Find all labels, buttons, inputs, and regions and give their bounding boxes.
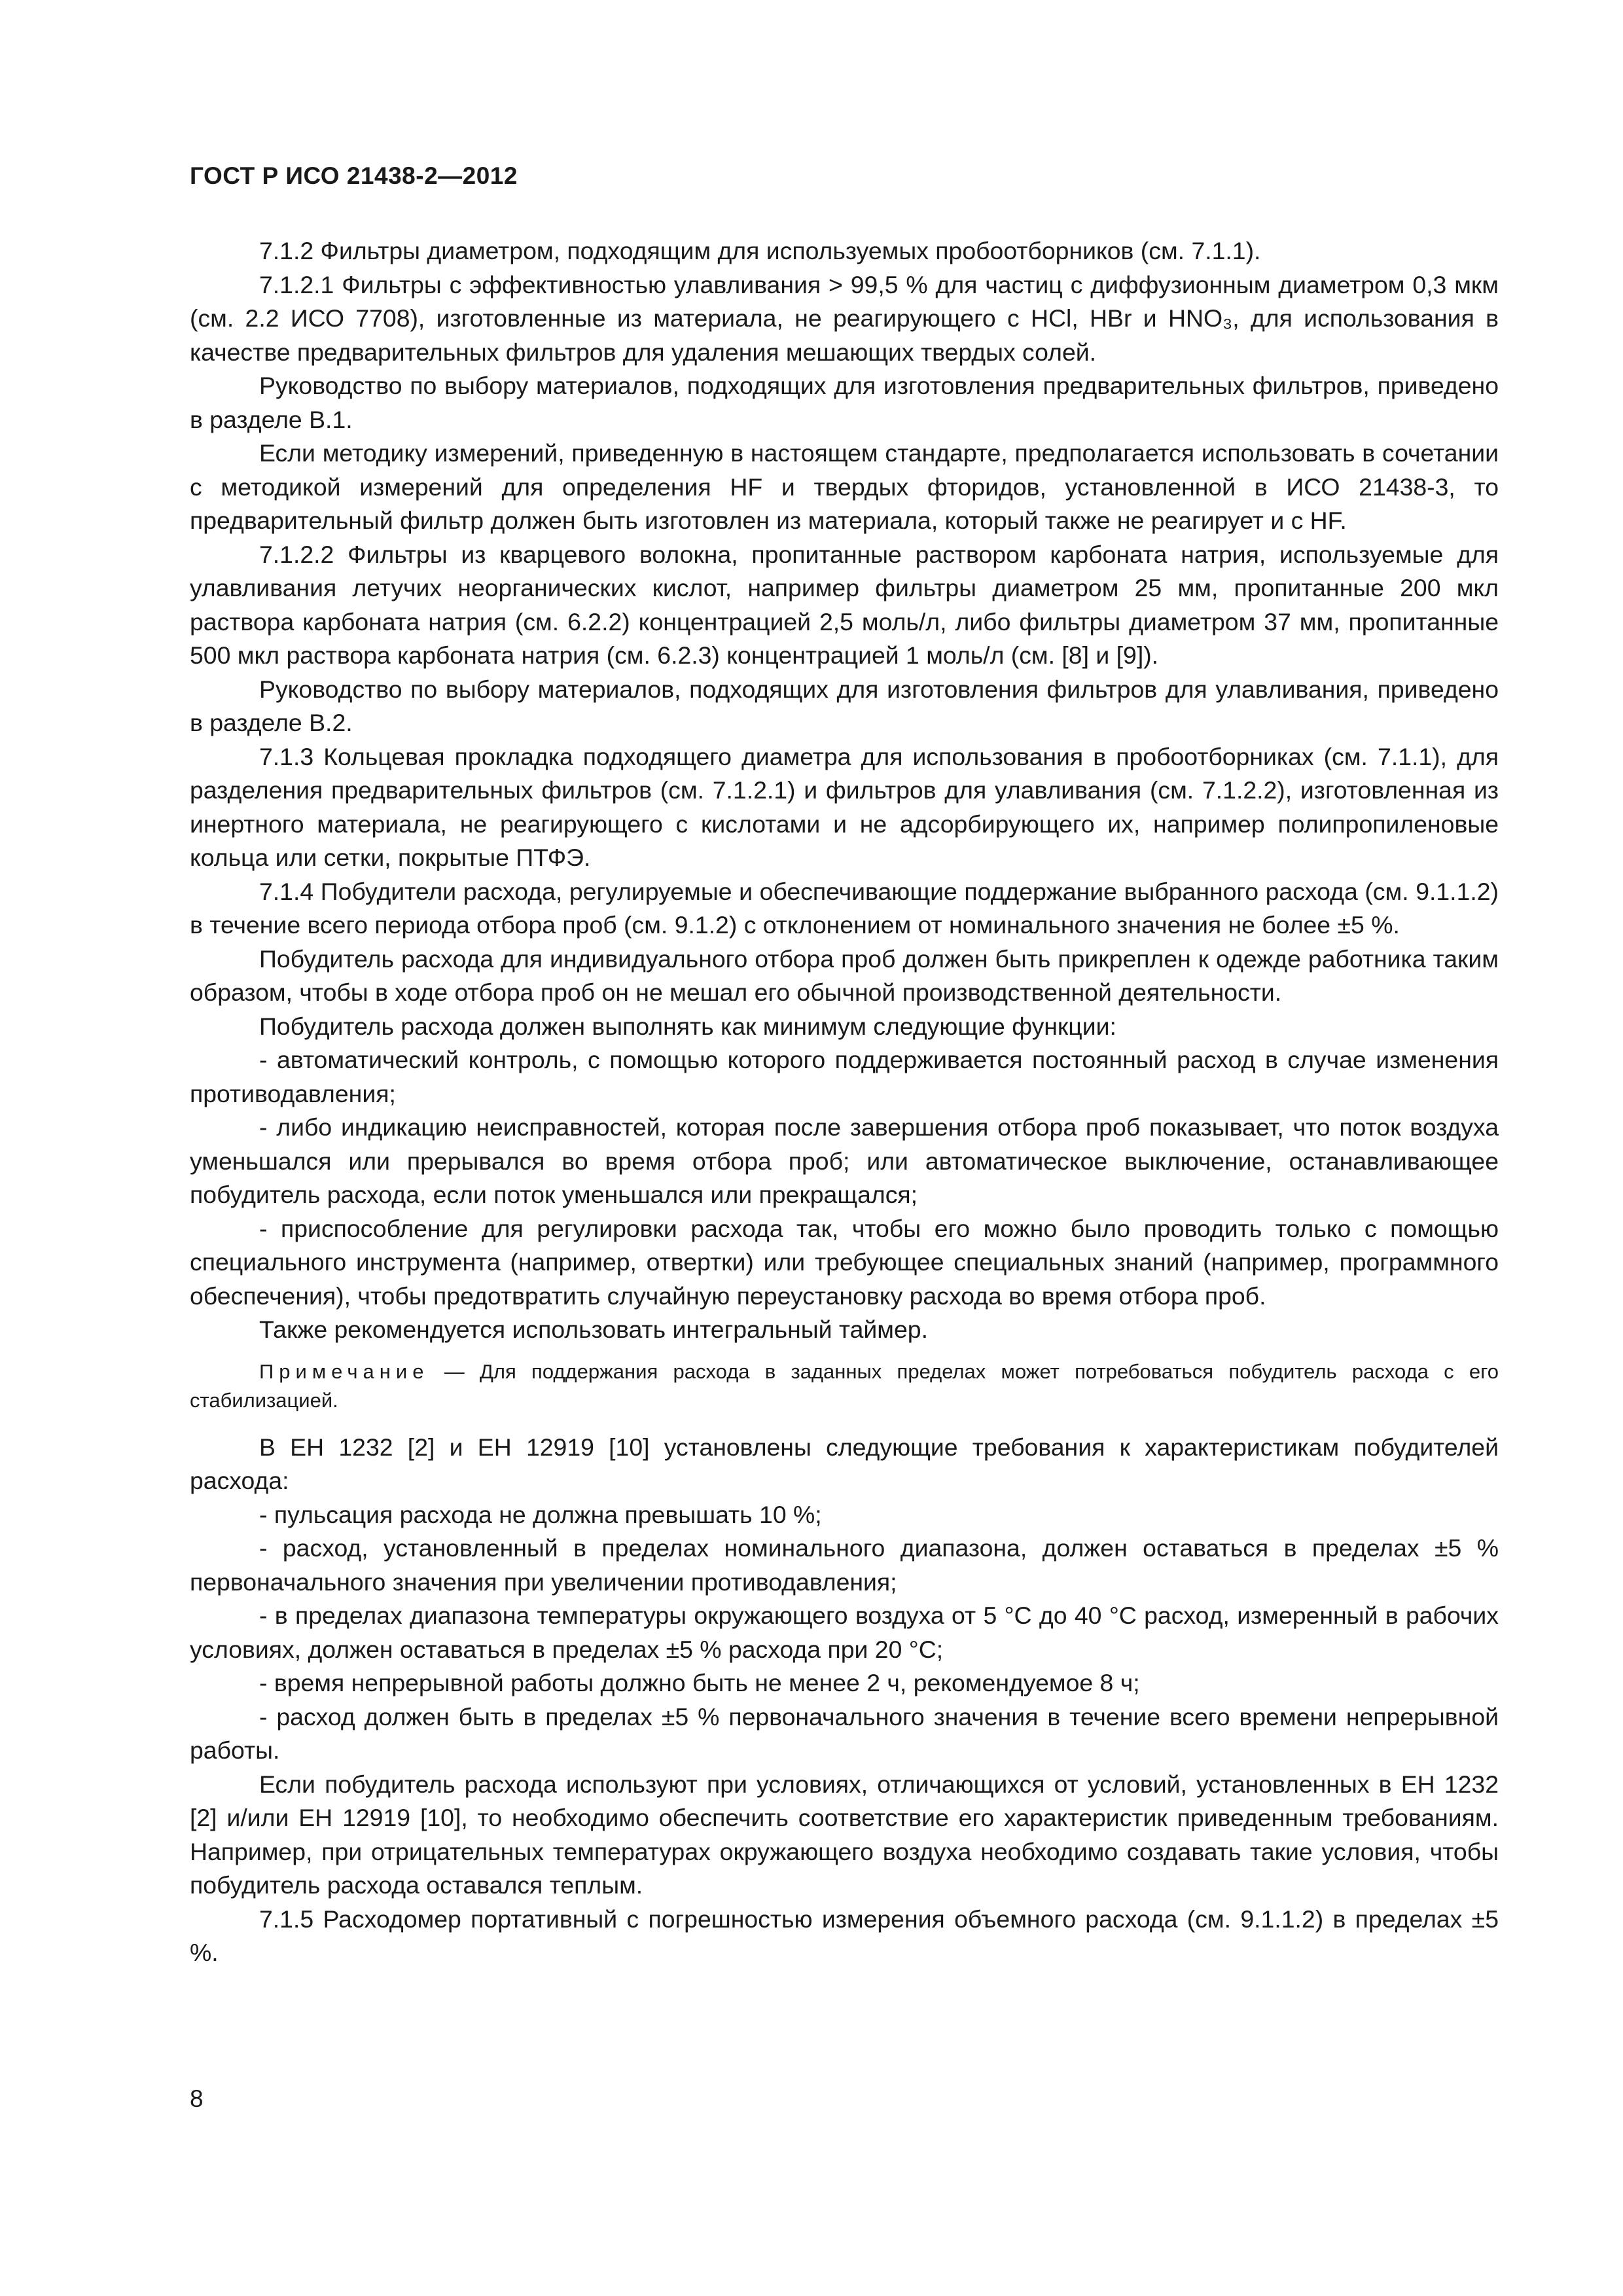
note-text: — Для поддержания расхода в заданных пределах может потребоваться побудитель расхода с его стабилизацией. (190, 1359, 1499, 1412)
paragraph-prefilter-guide: Руководство по выбору материалов, подходящих для изготовления предварительных фильтров, приведено в разделе В.1. (190, 372, 1499, 433)
paragraph-hf-method: Если методику измерений, приведенную в настоящем стандарте, предполагается использовать в сочетании с методикой измерений для определения HF и твердых фторидов, установленной в ИСО 21438-3, то предварительный фильтр должен быть изготовлен из материала, который также не реагирует и с HF. (190, 439, 1499, 534)
list-item-adjustment-device: - приспособление для регулировки расхода так, чтобы его можно было проводить только с помощью специального инструмента (например, отвертки) или требующее специальных знаний (например, программного обеспечения), чтобы предотвратить случайную переустановку расхода во время отбора проб. (190, 1214, 1499, 1310)
paragraph-en-requirements: В ЕН 1232 [2] и ЕН 12919 [10] установлены следующие требования к характеристикам побудителей расхода: (190, 1433, 1499, 1494)
paragraph-timer: Также рекомендуется использовать интегральный таймер. (259, 1316, 928, 1343)
paragraph-other-conditions: Если побудитель расхода используют при условиях, отличающихся от условий, установленных в ЕН 1232 [2] и/или ЕН 12919 [10], то необходимо обеспечить соответствие его характеристик приведенным требованиям. Например, при отрицательных температурах окружающего воздуха необходимо создавать такие условия, чтобы побудитель расхода оставался теплым. (190, 1770, 1499, 1899)
list-item-runtime: - время непрерывной работы должно быть не менее 2 ч, рекомендуемое 8 ч; (259, 1669, 1140, 1696)
list-item-pulsation: - пульсация расхода не должна превышать 10 %; (259, 1500, 822, 1528)
paragraph-7-1-2-2: 7.1.2.2 Фильтры из кварцевого волокна, пропитанные раствором карбоната натрия, используемые для улавливания летучих неорганических кислот, например фильтры диаметром 25 мм, пропитанные 200 мкл раствора карбоната натрия (см. 6.2.2) концентрацией 2,5 моль/л, либо фильтры диаметром 37 мм, пропитанные 500 мкл раствора карбоната натрия (см. 6.2.3) концентрацией 1 моль/л (см. [8] и [9]). (190, 540, 1499, 669)
note (190, 1357, 1499, 1415)
paragraph-7-1-5: 7.1.5 Расходомер портативный с погрешностью измерения объемного расхода (см. 9.1.1.2) в пределах ±5 %. (190, 1905, 1499, 1966)
paragraph-capture-filter-guide: Руководство по выбору материалов, подходящих для изготовления фильтров для улавливания, приведено в разделе В.2. (190, 675, 1499, 736)
paragraph-functions-intro: Побудитель расхода должен выполнять как минимум следующие функции: (259, 1012, 1116, 1040)
document-header: ГОСТ Р ИСО 21438-2—2012 (190, 162, 518, 189)
paragraph-personal-sampling: Побудитель расхода для индивидуального отбора проб должен быть прикреплен к одежде работника таким образом, чтобы в ходе отбора проб он не мешал его обычной производственной деятельности. (190, 944, 1499, 1006)
list-item-temperature: - в пределах диапазона температуры окружающего воздуха от 5 °С до 40 °С расход, измеренный в рабочих условиях, должен оставаться в пределах ±5 % расхода при 20 °С; (190, 1602, 1499, 1663)
paragraph-7-1-3: 7.1.3 Кольцевая прокладка подходящего диаметра для использования в пробоотборниках (см. 7.1.1), для разделения предварительных фильтров (см. 7.1.2.1) и фильтров для улавливания (см. 7.1.2.2), изготовленная из инертного материала, не реагирующего с кислотами и не адсорбирующего их, например полипропиленовые кольца или сетки, покрытые ПТФЭ. (190, 742, 1499, 871)
page-number: 8 (190, 2085, 204, 2112)
paragraph-7-1-4: 7.1.4 Побудители расхода, регулируемые и обеспечивающие поддержание выбранного расхода (см. 9.1.1.2) в течение всего периода отбора проб (см. 9.1.2) с отклонением от номинального значения не более ±5 %. (190, 877, 1499, 939)
list-item-fault-indication: - либо индикацию неисправностей, которая после завершения отбора проб показывает, что поток воздуха уменьшался или прерывался во время отбора проб; или автоматическое выключение, останавливающее побудитель расхода, если поток уменьшался или прекращался; (190, 1113, 1499, 1208)
document-body (190, 234, 1499, 1970)
list-item-continuous: - расход должен быть в пределах ±5 % первоначального значения в течение всего времени непрерывной работы. (190, 1702, 1499, 1764)
list-item-backpressure: - расход, установленный в пределах номинального диапазона, должен оставаться в пределах ±5 % первоначального значения при увеличении противодавления; (190, 1534, 1499, 1596)
note-label: Примечание (259, 1359, 429, 1383)
list-item-auto-control: - автоматический контроль, с помощью которого поддерживается постоянный расход в случае изменения противодавления; (190, 1046, 1499, 1107)
paragraph-7-1-2: 7.1.2 Фильтры диаметром, подходящим для используемых пробоотборников (см. 7.1.1). (259, 237, 1261, 264)
paragraph-7-1-2-1: 7.1.2.1 Фильтры с эффективностью улавливания > 99,5 % для частиц с диффузионным диаметром 0,3 мкм (см. 2.2 ИСО 7708), изготовленные из материала, не реагирующего с HCl, HBr и HNO₃, для использования в качестве предварительных фильтров для удаления мешающих твердых солей. (190, 270, 1499, 366)
